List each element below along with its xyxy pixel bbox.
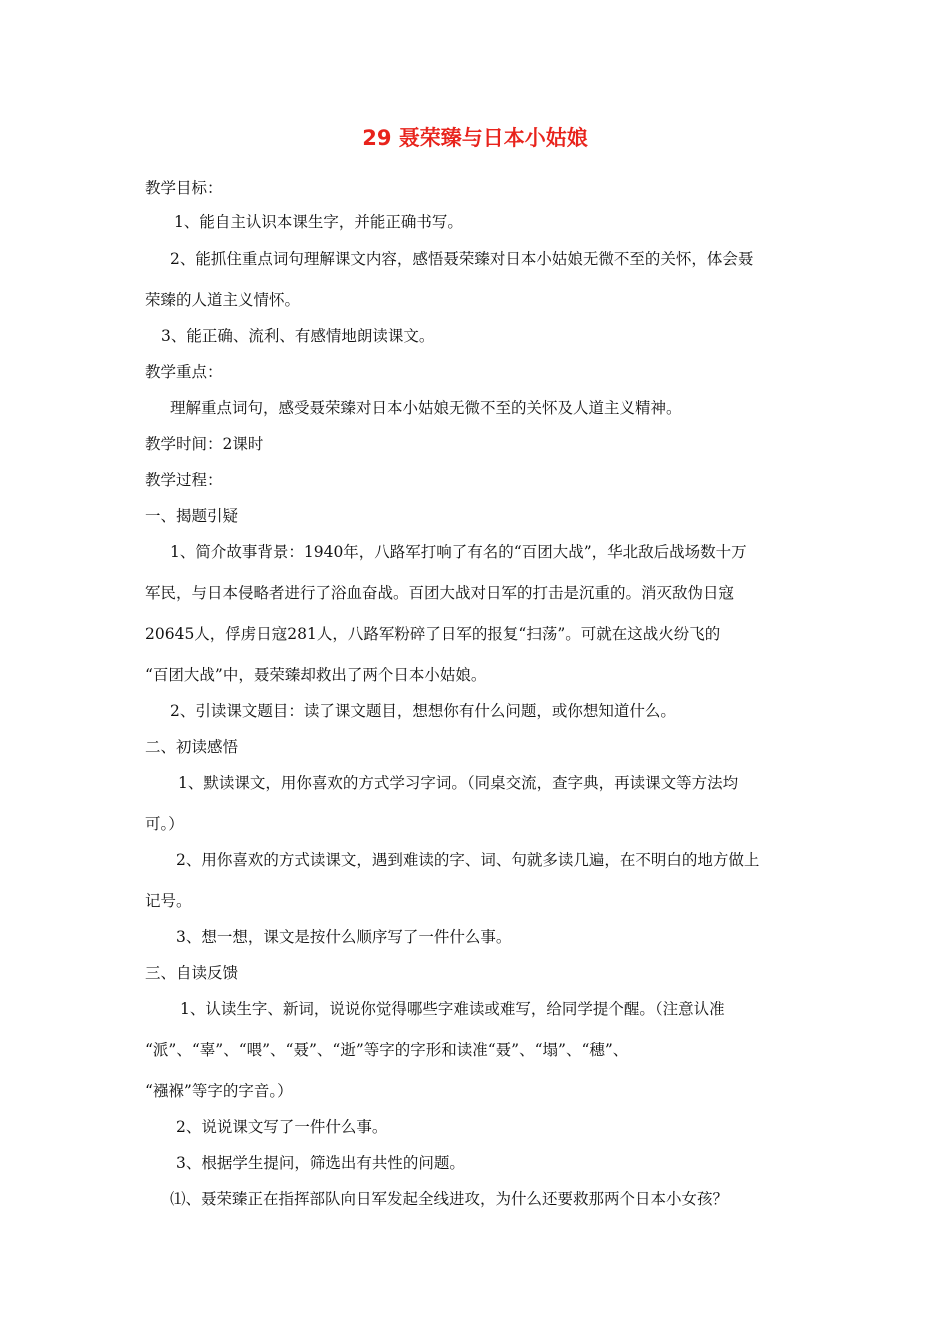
section-heading: 三、自读反馈 [145, 964, 239, 982]
heading-objectives: 教学目标： [145, 179, 223, 197]
heading-focus: 教学重点： [145, 363, 223, 381]
paragraph-line: 记号。 [145, 892, 192, 910]
paragraph-line: 20645人，俘虏日寇281人，八路军粉碎了日军的报复“扫荡”。可就在这战火纷飞的 [145, 625, 721, 643]
paragraph-line: 1、能自主认识本课生字，并能正确书写。 [174, 213, 463, 231]
document-title: 29 聂荣臻与日本小姑娘 [362, 126, 588, 150]
paragraph-line: 2、能抓住重点词句理解课文内容，感悟聂荣臻对日本小姑娘无微不至的关怀，体会聂 [170, 250, 754, 268]
paragraph-line: 军民，与日本侵略者进行了浴血奋战。百团大战对日军的打击是沉重的。消灭敌伪日寇 [145, 584, 735, 602]
paragraph-line: “襁褓”等字的字音。） [145, 1082, 293, 1100]
paragraph-line: 1、简介故事背景：1940年，八路军打响了有名的“百团大战”，华北敌后战场数十万 [170, 543, 747, 561]
paragraph-line: 2、引读课文题目：读了课文题目，想想你有什么问题，或你想知道什么。 [170, 702, 676, 720]
heading-process: 教学过程： [145, 471, 223, 489]
paragraph-line: ⑴、聂荣臻正在指挥部队向日军发起全线进攻，为什么还要救那两个日本小女孩？ [170, 1190, 729, 1208]
paragraph-line: “百团大战”中，聂荣臻却救出了两个日本小姑娘。 [145, 666, 487, 684]
paragraph-line: 3、能正确、流利、有感情地朗读课文。 [161, 327, 435, 345]
paragraph-line: 3、根据学生提问，筛选出有共性的问题。 [176, 1154, 465, 1172]
paragraph-line: 理解重点词句，感受聂荣臻对日本小姑娘无微不至的关怀及人道主义精神。 [170, 399, 682, 417]
paragraph-line: 2、说说课文写了一件什么事。 [176, 1118, 388, 1136]
paragraph-line: “派”、“辜”、“喂”、“聂”、“逝”等字的字形和读准“聂”、“塌”、“穗”、 [145, 1041, 629, 1059]
paragraph-line: 可。） [145, 815, 184, 833]
paragraph-line: 3、想一想，课文是按什么顺序写了一件什么事。 [176, 928, 512, 946]
paragraph-line: 荣臻的人道主义情怀。 [145, 291, 301, 309]
paragraph-line: 1、默读课文，用你喜欢的方式学习字词。（同桌交流，查字典，再读课文等方法均 [178, 774, 739, 792]
paragraph-line: 2、用你喜欢的方式读课文，遇到难读的字、词、句就多读几遍，在不明白的地方做上 [176, 851, 760, 869]
heading-time: 教学时间：2课时 [145, 435, 264, 453]
paragraph-line: 1、认读生字、新词，说说你觉得哪些字难读或难写，给同学提个醒。（注意认准 [180, 1000, 725, 1018]
section-heading: 一、揭题引疑 [145, 507, 239, 525]
section-heading: 二、初读感悟 [145, 738, 239, 756]
